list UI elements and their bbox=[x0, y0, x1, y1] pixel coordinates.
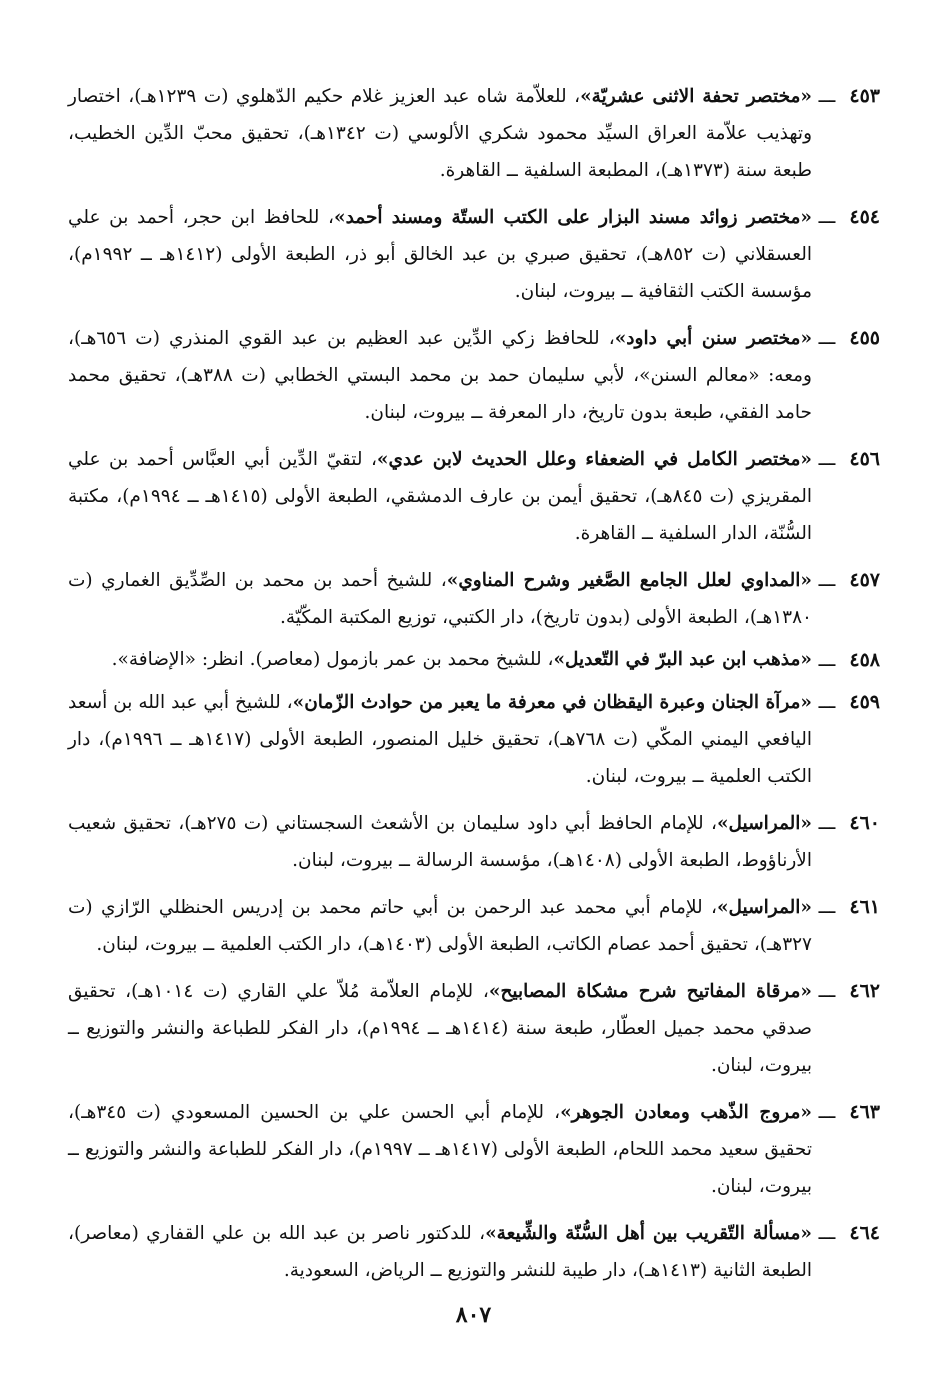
entry-text: ، للإمام الحافظ أبي داود سليمان بن الأشعث السجستاني (ت ٢٧٥هـ)، تحقيق شعيب الأرناؤوط، الطبعة الأولى (١٤٠٨هـ)، مؤسسة الرسالة ــ بيروت، لبنان. bbox=[68, 813, 812, 871]
entry-dash: ـــ bbox=[818, 896, 836, 918]
bibliography-entry bbox=[68, 199, 880, 310]
entry-body bbox=[68, 805, 812, 879]
entry-dash: ـــ bbox=[818, 85, 836, 107]
entry-dash: ـــ bbox=[818, 691, 836, 713]
entry-text: ، للشيخ أحمد بن محمد بن الصِّدِّيق الغماري (ت ١٣٨٠هـ)، الطبعة الأولى (بدون تاريخ)، دار الكتبي، توزيع المكتبة المكّيّة. bbox=[68, 570, 812, 628]
entry-number: ٤٥٧ bbox=[849, 569, 880, 591]
entry-title: «المراسيل» bbox=[716, 897, 812, 918]
bibliography-entry bbox=[68, 441, 880, 552]
entry-number: ٤٦٣ bbox=[849, 1101, 880, 1123]
entry-text: ، للشيخ محمد بن عمر بازمول (معاصر). انظر: «الإضافة». bbox=[111, 649, 554, 670]
entry-text: ، للإمام أبي محمد عبد الرحمن بن أبي حاتم محمد بن إدريس الحنظلي الرّازي (ت ٣٢٧هـ)، تحقيق أحمد عصام الكاتب، الطبعة الأولى (١٤٠٣هـ)، دار الكتب العلمية ــ بيروت، لبنان. bbox=[68, 897, 812, 955]
entry-text: ، للحافظ ابن حجر، أحمد بن علي العسقلاني (ت ٨٥٢هـ)، تحقيق صبري بن عبد الخالق أبو ذر، الطبعة الأولى (١٤١٢هـ ــ ١٩٩٢م)، مؤسسة الكتب الثقافية ــ بيروت، لبنان. bbox=[68, 207, 812, 302]
entry-body bbox=[68, 646, 812, 674]
entry-title: «مرقاة المفاتيح شرح مشكاة المصابيح» bbox=[488, 981, 812, 1002]
entry-title: «مختصر زوائد مسند البزار على الكتب الستّة ومسند أحمد» bbox=[334, 207, 812, 228]
entry-body bbox=[68, 1094, 812, 1205]
entry-dash: ـــ bbox=[818, 1222, 836, 1244]
bibliography-entry bbox=[68, 1215, 880, 1289]
entry-body bbox=[68, 1215, 812, 1289]
entry-dash: ـــ bbox=[818, 1101, 836, 1123]
entry-body bbox=[68, 320, 812, 431]
entry-body bbox=[68, 78, 812, 189]
entry-body bbox=[68, 562, 812, 636]
entry-number: ٤٥٨ bbox=[849, 649, 880, 671]
bibliography-entry bbox=[68, 805, 880, 879]
bibliography-entry bbox=[68, 562, 880, 636]
entry-dash: ـــ bbox=[818, 206, 836, 228]
entry-text: ، للشيخ أبي عبد الله بن أسعد اليافعي اليمني المكّي (ت ٧٦٨هـ)، تحقيق خليل المنصور، الطبعة الأولى (١٤١٧هـ ــ ١٩٩٦م)، دار الكتب العلمية ــ بيروت، لبنان. bbox=[68, 692, 812, 787]
page-number: ٨٠٧ bbox=[455, 1302, 492, 1328]
entry-number: ٤٦٢ bbox=[849, 980, 880, 1002]
entry-text: ، للدكتور ناصر بن عبد الله بن علي القفاري (معاصر)، الطبعة الثانية (١٤١٣هـ)، دار طيبة للنشر والتوزيع ــ الرياض، السعودية. bbox=[68, 1223, 812, 1281]
entry-title: «مختصر تحفة الاثنى عشريّة» bbox=[580, 86, 812, 107]
entry-title: «مذهب ابن عبد البرّ في التّعديل» bbox=[553, 649, 812, 670]
entry-body bbox=[68, 199, 812, 310]
entry-text: ، لتقيّ الدِّين أبي العبَّاس أحمد بن علي المقريزي (ت ٨٤٥هـ)، تحقيق أيمن بن عارف الدمشقي، الطبعة الأولى (١٤١٥هـ ــ ١٩٩٤م)، مكتبة السُّنّة، الدار السلفية ــ القاهرة. bbox=[68, 449, 812, 544]
bibliography-entry bbox=[68, 973, 880, 1084]
entry-body bbox=[68, 973, 812, 1084]
bibliography-entry bbox=[68, 889, 880, 963]
entry-text: ، للحافظ زكي الدِّين عبد العظيم بن عبد القوي المنذري (ت ٦٥٦هـ)، ومعه: «معالم السنن»، لأبي سليمان حمد بن محمد البستي الخطابي (ت ٣٨٨هـ)، تحقيق محمد حامد الفقي، طبعة بدون تاريخ، دار المعرفة ــ بيروت، لبنان. bbox=[68, 328, 812, 423]
entry-title: «مروج الذّهب ومعادن الجوهر» bbox=[560, 1102, 812, 1123]
bibliography-entry bbox=[68, 1094, 880, 1205]
bibliography-entry bbox=[68, 320, 880, 431]
entry-dash: ـــ bbox=[818, 448, 836, 470]
entry-body bbox=[68, 684, 812, 795]
entry-number: ٤٥٦ bbox=[849, 448, 880, 470]
entry-dash: ـــ bbox=[818, 569, 836, 591]
entry-text: ، للعلاّمة شاه عبد العزيز غلام حكيم الدّهلوي (ت ١٢٣٩هـ)، اختصار وتهذيب علاّمة العراق السيِّد محمود شكري الألوسي (ت ١٣٤٢هـ)، تحقيق محبّ الدِّين الخطيب، طبعة سنة (١٣٧٣هـ)، المطبعة السلفية ــ القاهرة. bbox=[68, 86, 812, 181]
entry-dash: ـــ bbox=[818, 980, 836, 1002]
entry-number: ٤٦٠ bbox=[849, 812, 880, 834]
entry-body bbox=[68, 441, 812, 552]
entry-number: ٤٥٥ bbox=[849, 327, 880, 349]
entry-text: ، للإمام أبي الحسن علي بن الحسين المسعودي (ت ٣٤٥هـ)، تحقيق سعيد محمد اللحام، الطبعة الأولى (١٤١٧هـ ــ ١٩٩٧م)، دار الفكر للطباعة والنشر والتوزيع ــ بيروت، لبنان. bbox=[68, 1102, 812, 1197]
entry-text: ، للإمام العلاّمة مُلاّ علي القاري (ت ١٠١٤هـ)، تحقيق صدقي محمد جميل العطّار، طبعة سنة (١٤١٤هـ ــ ١٩٩٤م)، دار الفكر للطباعة والنشر والتوزيع ــ بيروت، لبنان. bbox=[68, 981, 812, 1076]
entry-title: «المراسيل» bbox=[716, 813, 812, 834]
entry-number: ٤٥٩ bbox=[849, 691, 880, 713]
entry-number: ٤٥٣ bbox=[849, 85, 880, 107]
entry-title: «المداوي لعلل الجامع الصَّغير وشرح المناوي» bbox=[446, 570, 812, 591]
entry-number: ٤٦١ bbox=[849, 896, 880, 918]
entry-title: «مرآة الجنان وعبرة اليقظان في معرفة ما يعبر من حوادث الزّمان» bbox=[292, 692, 812, 713]
entry-title: «مسألة التّقريب بين أهل السُّنّة والشِّيعة» bbox=[485, 1223, 812, 1244]
entry-dash: ـــ bbox=[818, 327, 836, 349]
bibliography-entry bbox=[68, 684, 880, 795]
bibliography-entry bbox=[68, 78, 880, 189]
bibliography-list bbox=[68, 78, 880, 1299]
bibliography-entry bbox=[68, 646, 880, 674]
entry-body bbox=[68, 889, 812, 963]
entry-title: «مختصر الكامل في الضعفاء وعلل الحديث لابن عدي» bbox=[376, 449, 812, 470]
entry-number: ٤٥٤ bbox=[849, 206, 880, 228]
entry-dash: ـــ bbox=[818, 812, 836, 834]
entry-number: ٤٦٤ bbox=[849, 1222, 880, 1244]
entry-title: «مختصر سنن أبي داود» bbox=[614, 328, 813, 349]
entry-dash: ـــ bbox=[818, 649, 836, 671]
